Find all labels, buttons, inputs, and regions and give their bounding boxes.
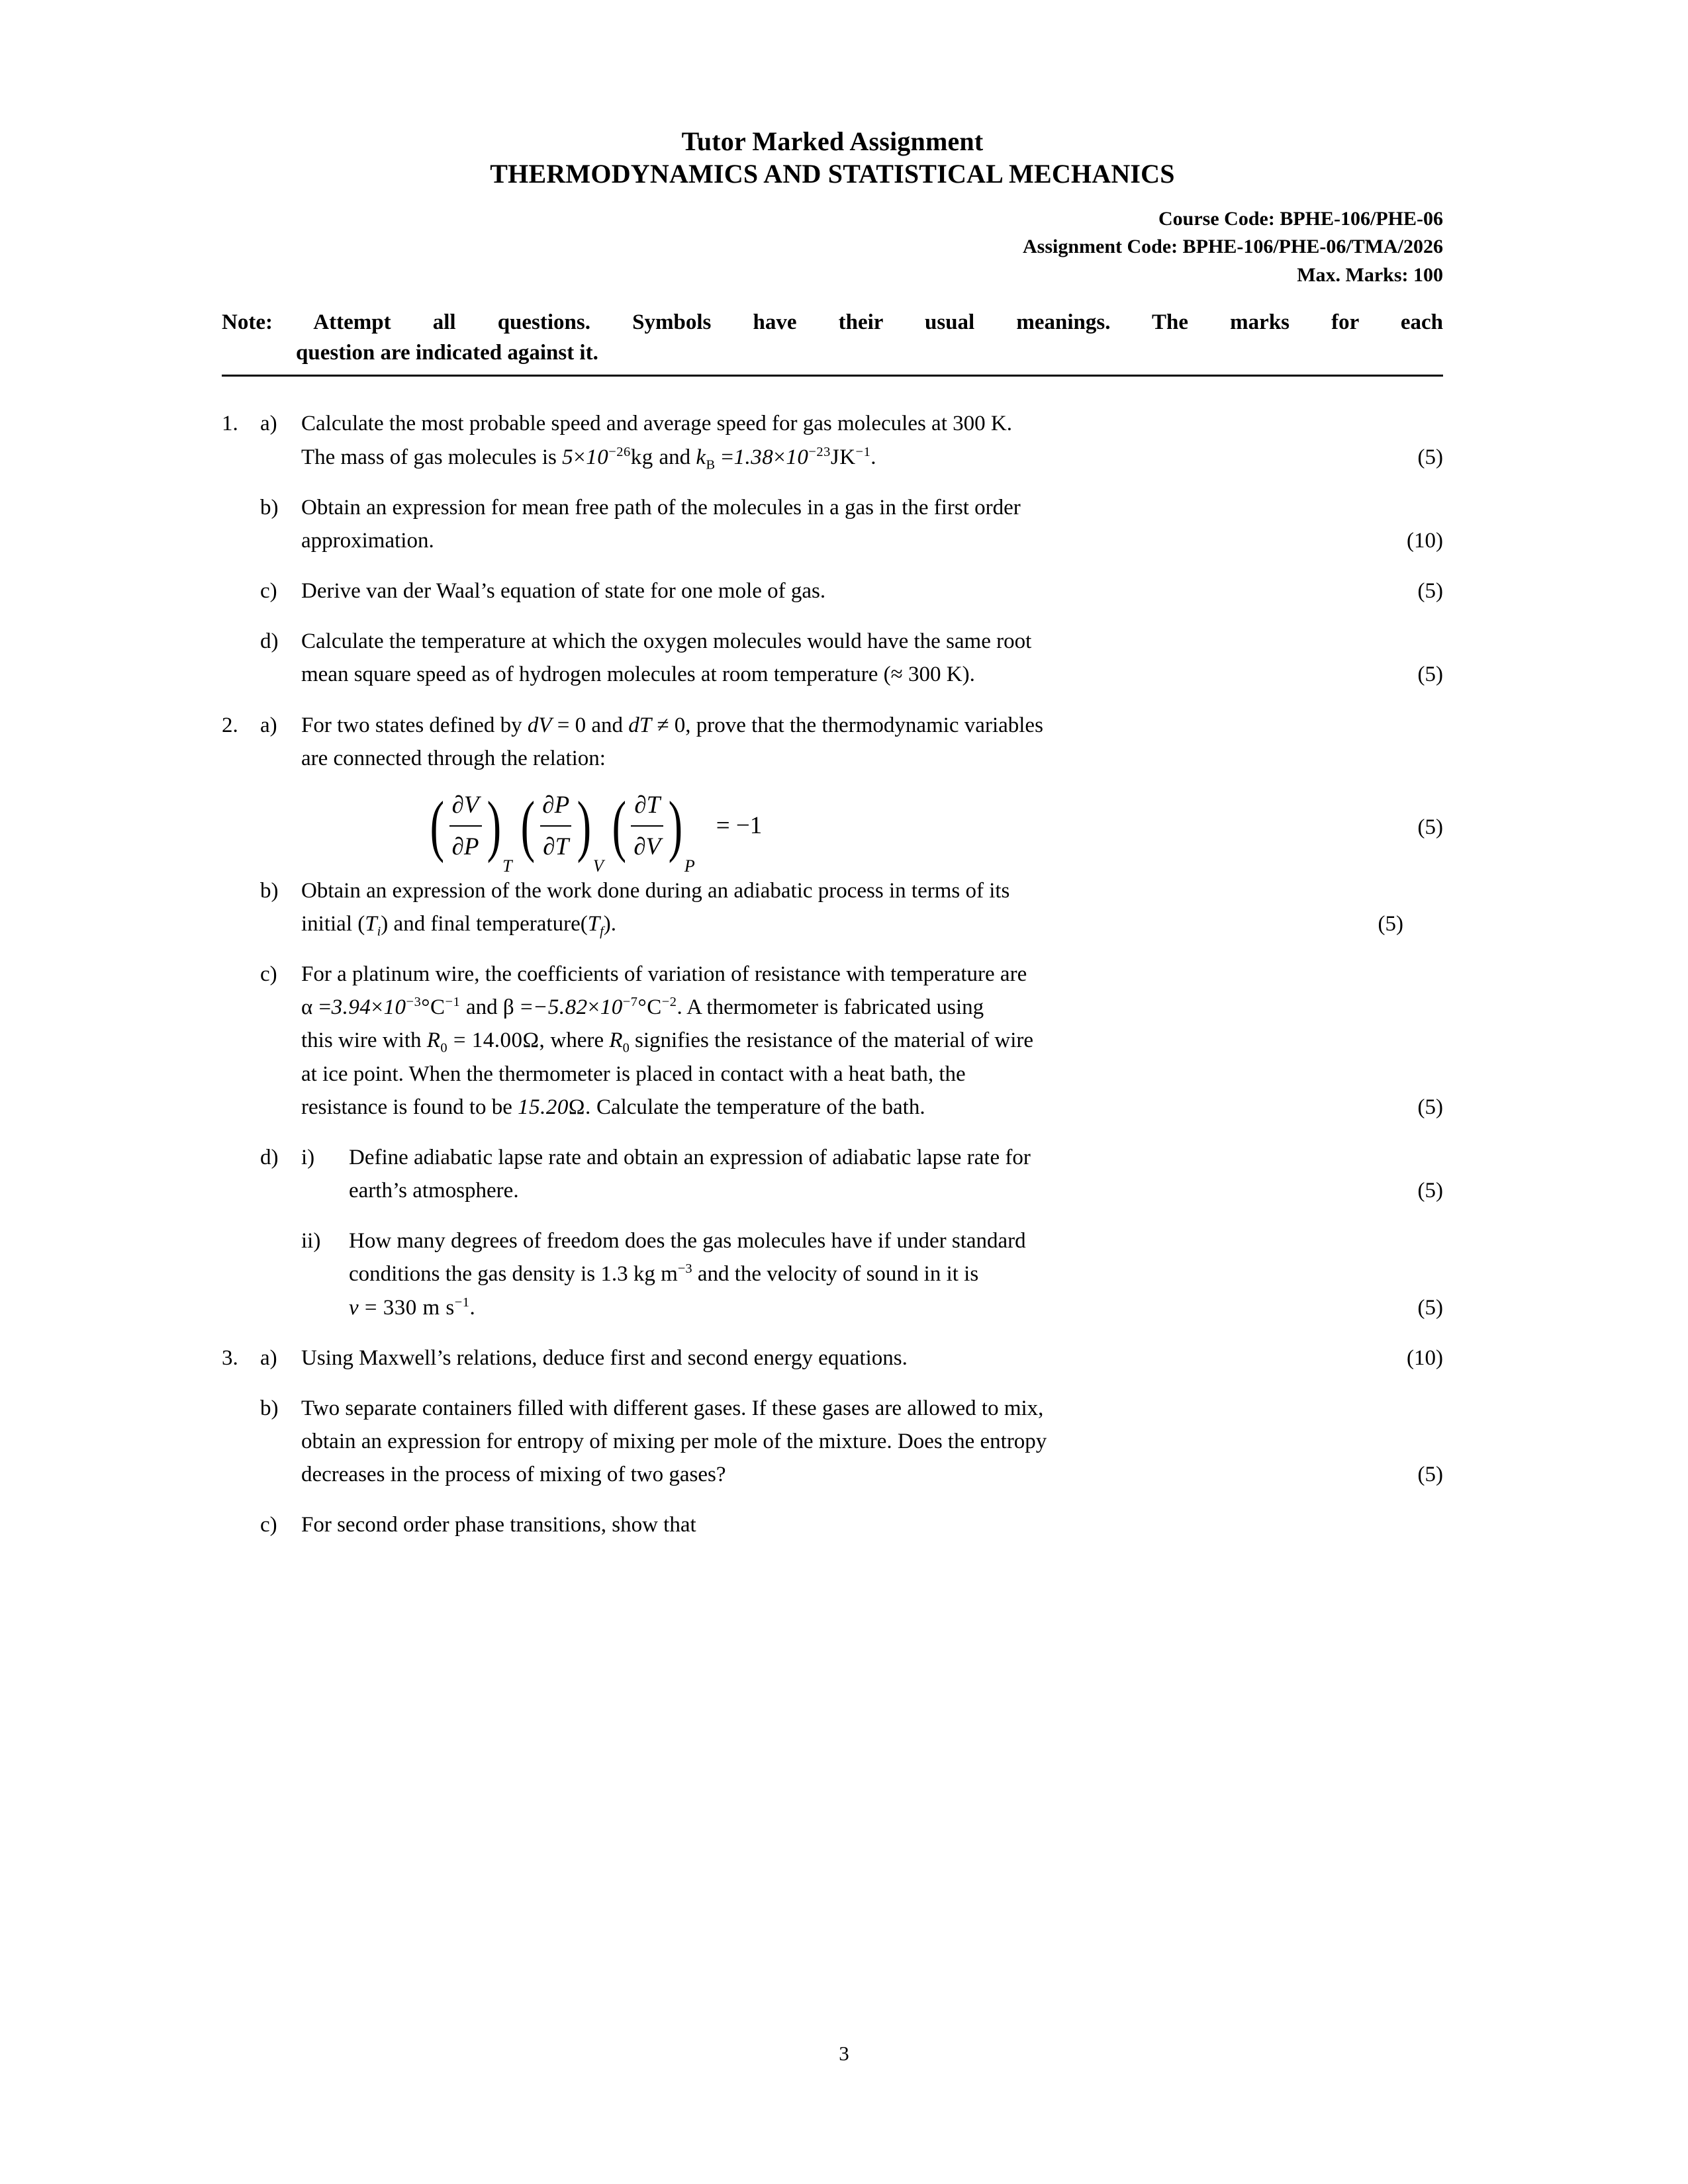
q2a-marks: (5) <box>1417 815 1443 839</box>
question-1a <box>222 407 1443 473</box>
header-divider <box>222 375 1443 377</box>
question-1b <box>222 491 1443 557</box>
subpart-roman-i: i) <box>301 1145 315 1169</box>
q2di-line-2: earth’s atmosphere. (5) <box>349 1174 1443 1207</box>
part-letter-1a: a) <box>260 412 277 436</box>
part-letter-2b: b) <box>260 878 279 903</box>
question-number-2: 2. <box>222 713 238 737</box>
question-2d-ii <box>222 1224 1443 1324</box>
partial-dt-dv: $\frac{\partial T}{\partial V}$ <box>631 787 663 866</box>
q3b-line-2: obtain an expression for entropy of mixing per mole of the mixture. Does the entropy <box>301 1430 1047 1454</box>
q3a-line-1: Using Maxwell’s relations, deduce first and second energy equations. (10) <box>301 1342 1443 1375</box>
right-paren-icon: ) <box>577 788 592 864</box>
q1c-marks: (5) <box>1417 579 1443 604</box>
question-3c <box>222 1508 1443 1541</box>
q2a-formula-rhs: = −1 <box>716 812 763 840</box>
q1b-marks: (10) <box>1407 528 1443 553</box>
question-2d-ii-body <box>349 1224 1443 1324</box>
subscript-T: T <box>502 856 512 876</box>
questions-list <box>222 407 1443 1541</box>
partial-dv-dp: $\frac{\partial V}{\partial P}$ <box>449 787 482 866</box>
question-3c-body <box>301 1508 1443 1541</box>
q2b-line-1: Obtain an expression of the work done during an adiabatic process in terms of its <box>301 878 1010 903</box>
question-1c <box>222 574 1443 608</box>
left-paren-icon: ( <box>612 788 626 864</box>
q3c-line-1: For second order phase transitions, show that <box>301 1513 696 1537</box>
q2c-line-1: For a platinum wire, the coefficients of variation of resistance with temperature are <box>301 962 1027 987</box>
q2c-marks: (5) <box>1417 1095 1443 1119</box>
part-letter-1d: d) <box>260 629 279 654</box>
q2c-line-3: this wire with $R_0 = 14.00\Omega$, where $R_0$ signifies the resistance of the material of wire <box>301 1028 1034 1056</box>
question-1c-body <box>301 574 1443 608</box>
left-paren-icon: ( <box>520 788 535 864</box>
question-3b-body <box>301 1392 1443 1491</box>
q2a-formula <box>426 787 763 876</box>
part-letter-3b: b) <box>260 1396 279 1420</box>
subscript-P: P <box>684 856 695 876</box>
q1c-line-1: Derive van der Waal’s equation of state for one mole of gas. (5) <box>301 574 1443 608</box>
q1a-line-1: Calculate the most probable speed and average speed for gas molecules at 300 K. <box>301 412 1012 436</box>
q2b-Ti: $(T_i)$ <box>357 912 389 939</box>
q1d-marks: (5) <box>1417 662 1443 687</box>
note-line-1: Note: Attempt all questions. Symbols have their usual meanings. The marks for each <box>222 310 1443 335</box>
page-title: Tutor Marked Assignment <box>681 126 984 156</box>
question-3a <box>222 1342 1443 1375</box>
q2dii-line-3 <box>349 1291 1443 1324</box>
part-letter-1c: c) <box>260 579 277 604</box>
partial-group-2 <box>516 787 606 876</box>
q2c-beta-expression: $\beta =-5.82\times 10^{-7}^\circ C^{-2}$ <box>502 995 677 1020</box>
q2c-alpha-expression: $\alpha =3.94\times 10^{-3}^\circ C^{-1}$ <box>301 995 461 1020</box>
course-code: Course Code: BPHE-106/PHE-06 <box>1158 207 1443 230</box>
document-subject-title: THERMODYNAMICS AND STATISTICAL MECHANICS <box>490 158 1175 189</box>
q2dii-line-2: conditions the gas density is 1.3 kg $m^{-3}$ and the velocity of sound in it is <box>349 1261 979 1287</box>
partial-dp-dt: $\frac{\partial P}{\partial T}$ <box>539 787 572 866</box>
q2a-line-2: are connected through the relation: <box>301 746 606 770</box>
question-1d-body <box>301 625 1443 691</box>
question-2b-body <box>301 874 1443 940</box>
subpart-roman-ii: ii) <box>301 1229 321 1253</box>
q3b-marks: (5) <box>1417 1463 1443 1487</box>
q2dii-density-exponent: −3 <box>677 1261 692 1277</box>
question-2c <box>222 958 1443 1124</box>
q2di-line-1: Define adiabatic lapse rate and obtain an expression of adiabatic lapse rate for <box>349 1145 1031 1169</box>
part-letter-2c: c) <box>260 962 277 987</box>
document-header <box>222 126 1443 191</box>
q1a-mass-expression: $5\times 10^{-26}kg$ <box>562 444 653 469</box>
q2c-line-2: $\alpha =3.94\times 10^{-3}^\circ C^{-1}$ and $\beta =-5.82\times 10^{-7}^\circ C^{-2}$. A thermometer is fabricated using <box>301 995 984 1020</box>
max-marks: Max. Marks: 100 <box>1297 263 1443 286</box>
q3b-line-3: decreases in the process of mixing of two gases? (5) <box>301 1458 1443 1491</box>
q2a-line-1: For two states defined by dV = 0 and dT ≠ 0, prove that the thermodynamic variables <box>301 713 1043 737</box>
question-2d-i <box>222 1141 1443 1207</box>
part-letter-2d: d) <box>260 1145 279 1169</box>
q1d-line-2: mean square speed as of hydrogen molecules at room temperature (≈ 300 K). (5) <box>301 658 1443 691</box>
q2c-line-5: resistance is found to be 15.20Ω. Calculate the temperature of the bath. (5) <box>301 1091 1443 1124</box>
question-number-3: 3. <box>222 1345 238 1370</box>
q2dii-velocity-value: v = 330 m $s^{-1}$. <box>349 1295 476 1320</box>
question-2d-i-body <box>349 1141 1443 1207</box>
right-paren-icon: ) <box>487 788 501 864</box>
question-1a-body <box>301 407 1443 473</box>
question-2a-body <box>301 709 1443 876</box>
q2a-formula-wrap <box>301 787 1443 876</box>
question-2b <box>222 874 1443 940</box>
part-letter-3a: a) <box>260 1345 277 1370</box>
question-3a-body <box>301 1342 1443 1375</box>
note-block <box>222 308 1443 368</box>
note-line-2: question are indicated against it. <box>296 340 598 365</box>
page-content <box>222 126 1443 1562</box>
q2di-marks: (5) <box>1417 1179 1443 1203</box>
page-number: 3 <box>839 2042 849 2065</box>
question-number-1: 1. <box>222 412 238 436</box>
q2dii-marks: (5) <box>1417 1295 1443 1320</box>
q3a-marks: (10) <box>1407 1345 1443 1370</box>
q1b-line-2: approximation. (10) <box>301 524 1443 557</box>
left-paren-icon: ( <box>430 788 445 864</box>
q2b-Tf: $(T_f)$ <box>580 912 611 939</box>
partial-group-3 <box>608 787 698 876</box>
question-3b <box>222 1392 1443 1491</box>
part-letter-2a: a) <box>260 713 277 737</box>
q2b-marks: (5) <box>1378 912 1403 936</box>
q1a-line-2 <box>301 441 1443 474</box>
q2c-R0-value: $R_0 = 14.00\Omega$, <box>426 1028 545 1056</box>
q1d-line-1: Calculate the temperature at which the oxygen molecules would have the same root <box>301 629 1032 654</box>
course-meta-block <box>222 205 1443 290</box>
subscript-V: V <box>592 856 604 876</box>
q2dii-line-1: How many degrees of freedom does the gas molecules have if under standard <box>349 1229 1026 1253</box>
part-letter-3c: c) <box>260 1513 277 1537</box>
q2b-line-2: initial $(T_i)$ and final $temperature(T_f)$. (5) <box>301 907 1443 940</box>
part-letter-1b: b) <box>260 495 279 520</box>
q1a-and: and <box>659 445 691 469</box>
q2c-resistance-value: 15.20Ω. <box>518 1095 591 1119</box>
question-1d <box>222 625 1443 691</box>
q1a-mass-prefix: The mass of gas molecules is <box>301 445 557 469</box>
q1b-line-1: Obtain an expression for mean free path of the molecules in a gas in the first order <box>301 495 1021 520</box>
q2c-R0-symbol: $R_0$ <box>609 1028 630 1056</box>
question-1b-body <box>301 491 1443 557</box>
right-paren-icon: ) <box>668 788 683 864</box>
question-2a <box>222 709 1443 876</box>
q3b-line-1: Two separate containers filled with different gases. If these gases are allowed to mix, <box>301 1396 1044 1420</box>
q1a-marks: (5) <box>1417 445 1443 469</box>
partial-group-1 <box>426 787 515 876</box>
question-2c-body <box>301 958 1443 1124</box>
assignment-code: Assignment Code: BPHE-106/PHE-06/TMA/2026 <box>1023 236 1443 258</box>
q2c-line-4: at ice point. When the thermometer is placed in contact with a heat bath, the <box>301 1062 966 1086</box>
q1a-kb-expression: $k_B =1.38\times 10^{-23}JK^{-1}$. <box>696 444 877 473</box>
